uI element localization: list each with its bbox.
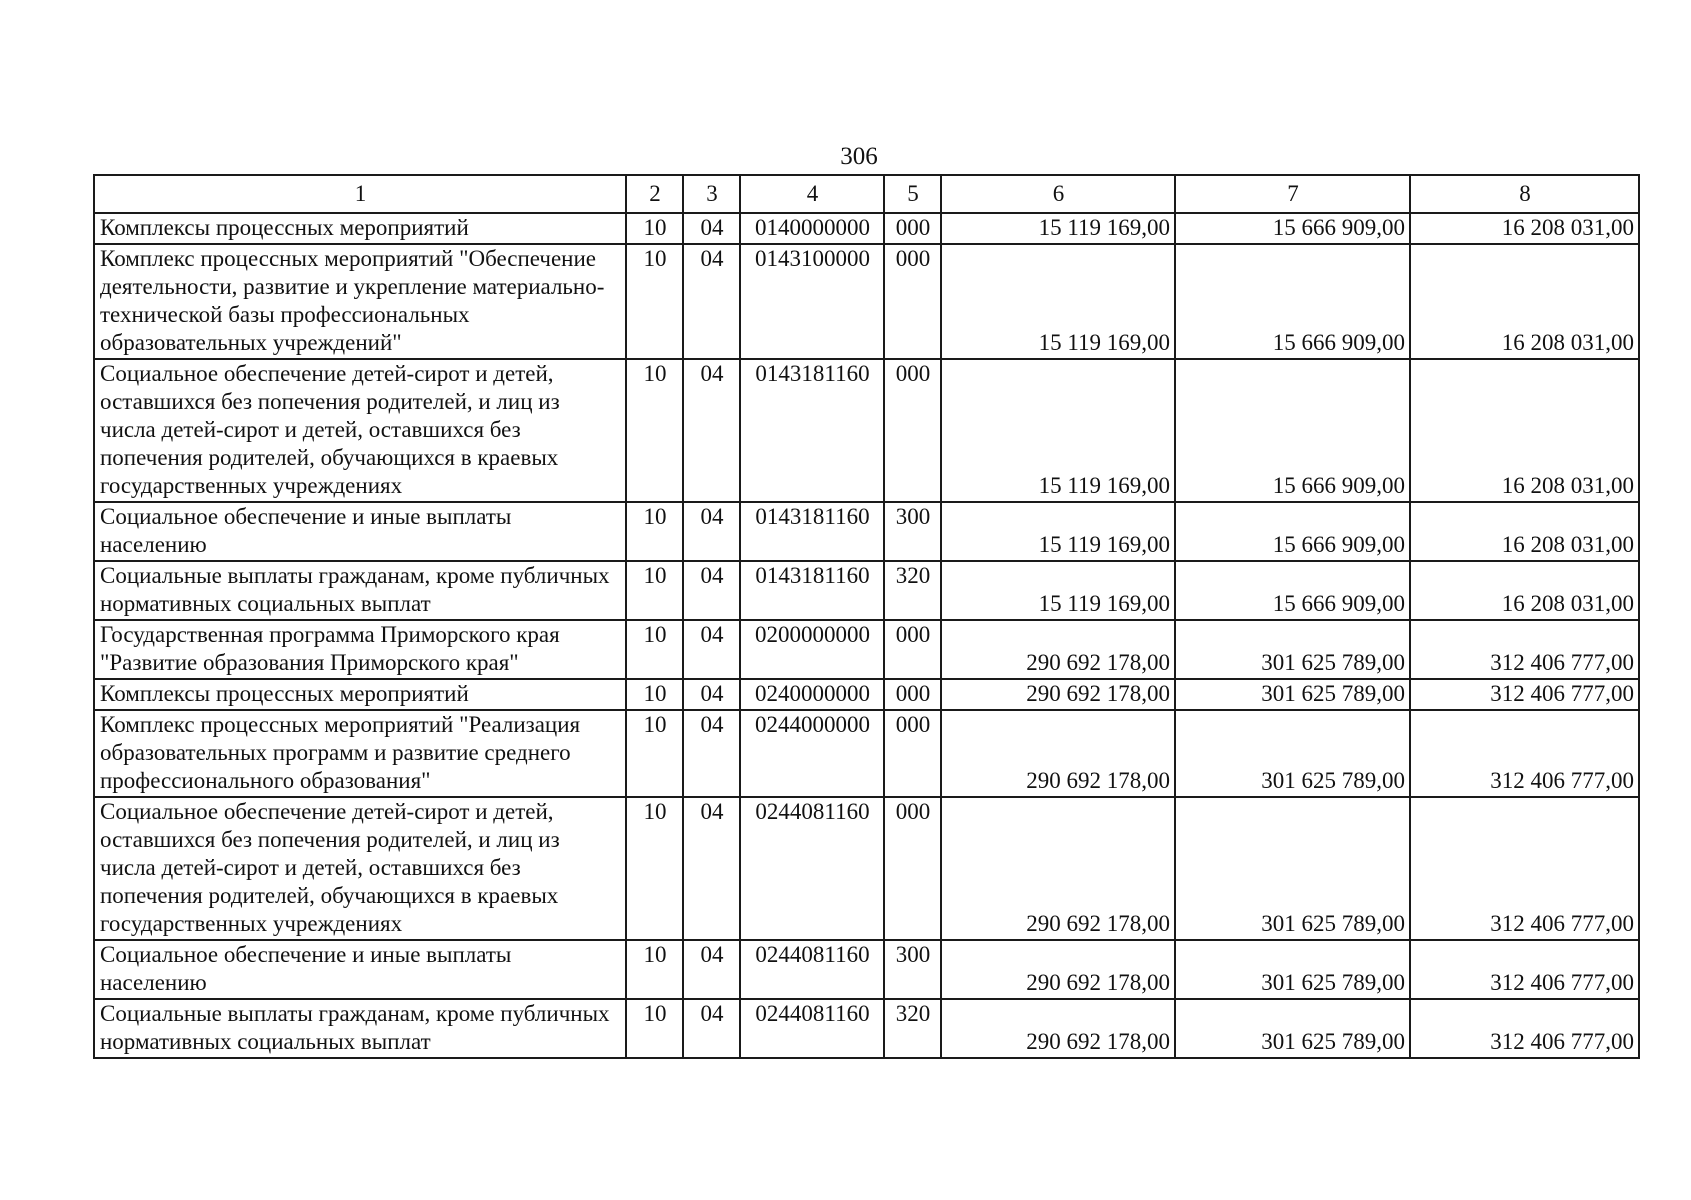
subsection-code: 04	[683, 999, 740, 1058]
subsection-code: 04	[683, 561, 740, 620]
amount-col-8: 16 208 031,00	[1410, 213, 1639, 244]
amount-col-7: 301 625 789,00	[1175, 620, 1410, 679]
expense-type-code: 320	[884, 561, 941, 620]
expense-type-code: 000	[884, 679, 941, 710]
table-row	[94, 502, 1639, 561]
table-row	[94, 797, 1639, 940]
expense-type-code: 320	[884, 999, 941, 1058]
target-article-code: 0143181160	[740, 502, 884, 561]
column-header: 2	[626, 175, 683, 213]
amount-col-7: 15 666 909,00	[1175, 359, 1410, 502]
subsection-code: 04	[683, 359, 740, 502]
amount-col-7: 15 666 909,00	[1175, 502, 1410, 561]
section-code: 10	[626, 679, 683, 710]
row-name: Социальное обеспечение детей-сирот и детей, оставшихся без попечения родителей, и лиц из числа детей-сирот и детей, оставшихся без попечения родителей, обучающихся в краевых государственных учреждениях	[94, 359, 626, 502]
row-name: Социальное обеспечение детей-сирот и детей, оставшихся без попечения родителей, и лиц из числа детей-сирот и детей, оставшихся без попечения родителей, обучающихся в краевых государственных учреждениях	[94, 797, 626, 940]
page-number: 306	[840, 143, 878, 170]
subsection-code: 04	[683, 502, 740, 561]
row-name: Государственная программа Приморского края "Развитие образования Приморского края"	[94, 620, 626, 679]
table-row	[94, 679, 1639, 710]
expense-type-code: 000	[884, 244, 941, 359]
amount-col-7: 301 625 789,00	[1175, 999, 1410, 1058]
amount-col-8: 312 406 777,00	[1410, 710, 1639, 797]
amount-col-8: 312 406 777,00	[1410, 679, 1639, 710]
subsection-code: 04	[683, 710, 740, 797]
row-name: Комплексы процессных мероприятий	[94, 213, 626, 244]
amount-col-7: 301 625 789,00	[1175, 940, 1410, 999]
section-code: 10	[626, 999, 683, 1058]
amount-col-8: 312 406 777,00	[1410, 620, 1639, 679]
section-code: 10	[626, 797, 683, 940]
target-article-code: 0143100000	[740, 244, 884, 359]
amount-col-6: 290 692 178,00	[941, 710, 1175, 797]
amount-col-6: 15 119 169,00	[941, 244, 1175, 359]
table-row	[94, 244, 1639, 359]
column-header: 7	[1175, 175, 1410, 213]
amount-col-7: 15 666 909,00	[1175, 561, 1410, 620]
section-code: 10	[626, 710, 683, 797]
amount-col-8: 312 406 777,00	[1410, 797, 1639, 940]
target-article-code: 0200000000	[740, 620, 884, 679]
target-article-code: 0244081160	[740, 940, 884, 999]
section-code: 10	[626, 940, 683, 999]
amount-col-8: 16 208 031,00	[1410, 502, 1639, 561]
column-header: 4	[740, 175, 884, 213]
section-code: 10	[626, 502, 683, 561]
expense-type-code: 000	[884, 710, 941, 797]
section-code: 10	[626, 359, 683, 502]
subsection-code: 04	[683, 213, 740, 244]
target-article-code: 0244081160	[740, 999, 884, 1058]
amount-col-8: 16 208 031,00	[1410, 359, 1639, 502]
subsection-code: 04	[683, 679, 740, 710]
table-row	[94, 710, 1639, 797]
expense-type-code: 000	[884, 359, 941, 502]
target-article-code: 0240000000	[740, 679, 884, 710]
row-name: Социальное обеспечение и иные выплаты населению	[94, 502, 626, 561]
table-row	[94, 359, 1639, 502]
expense-type-code: 000	[884, 620, 941, 679]
row-name: Социальное обеспечение и иные выплаты населению	[94, 940, 626, 999]
amount-col-6: 290 692 178,00	[941, 797, 1175, 940]
target-article-code: 0143181160	[740, 561, 884, 620]
row-name: Социальные выплаты гражданам, кроме публичных нормативных социальных выплат	[94, 999, 626, 1058]
row-name: Комплекс процессных мероприятий "Обеспечение деятельности, развитие и укрепление материально-технической базы профессиональных образовательных учреждений"	[94, 244, 626, 359]
section-code: 10	[626, 244, 683, 359]
amount-col-8: 312 406 777,00	[1410, 940, 1639, 999]
expense-type-code: 300	[884, 502, 941, 561]
amount-col-6: 290 692 178,00	[941, 940, 1175, 999]
amount-col-8: 16 208 031,00	[1410, 561, 1639, 620]
amount-col-6: 290 692 178,00	[941, 999, 1175, 1058]
expense-type-code: 000	[884, 797, 941, 940]
amount-col-6: 15 119 169,00	[941, 502, 1175, 561]
amount-col-6: 15 119 169,00	[941, 213, 1175, 244]
table-row	[94, 999, 1639, 1058]
target-article-code: 0143181160	[740, 359, 884, 502]
target-article-code: 0140000000	[740, 213, 884, 244]
column-header: 5	[884, 175, 941, 213]
section-code: 10	[626, 561, 683, 620]
table-row	[94, 213, 1639, 244]
column-header: 3	[683, 175, 740, 213]
expense-type-code: 000	[884, 213, 941, 244]
subsection-code: 04	[683, 244, 740, 359]
row-name: Социальные выплаты гражданам, кроме публичных нормативных социальных выплат	[94, 561, 626, 620]
amount-col-8: 312 406 777,00	[1410, 999, 1639, 1058]
amount-col-7: 15 666 909,00	[1175, 244, 1410, 359]
header-row	[94, 175, 1639, 213]
table-row	[94, 620, 1639, 679]
subsection-code: 04	[683, 620, 740, 679]
target-article-code: 0244081160	[740, 797, 884, 940]
table-row	[94, 940, 1639, 999]
amount-col-7: 301 625 789,00	[1175, 679, 1410, 710]
column-header: 1	[94, 175, 626, 213]
amount-col-8: 16 208 031,00	[1410, 244, 1639, 359]
column-header: 8	[1410, 175, 1639, 213]
amount-col-7: 301 625 789,00	[1175, 797, 1410, 940]
section-code: 10	[626, 620, 683, 679]
target-article-code: 0244000000	[740, 710, 884, 797]
expense-type-code: 300	[884, 940, 941, 999]
budget-table	[93, 174, 1640, 1059]
amount-col-6: 290 692 178,00	[941, 620, 1175, 679]
amount-col-6: 15 119 169,00	[941, 359, 1175, 502]
amount-col-6: 15 119 169,00	[941, 561, 1175, 620]
amount-col-7: 15 666 909,00	[1175, 213, 1410, 244]
subsection-code: 04	[683, 940, 740, 999]
table-row	[94, 561, 1639, 620]
section-code: 10	[626, 213, 683, 244]
amount-col-6: 290 692 178,00	[941, 679, 1175, 710]
column-header: 6	[941, 175, 1175, 213]
subsection-code: 04	[683, 797, 740, 940]
row-name: Комплексы процессных мероприятий	[94, 679, 626, 710]
amount-col-7: 301 625 789,00	[1175, 710, 1410, 797]
row-name: Комплекс процессных мероприятий "Реализация образовательных программ и развитие среднего профессионального образования"	[94, 710, 626, 797]
